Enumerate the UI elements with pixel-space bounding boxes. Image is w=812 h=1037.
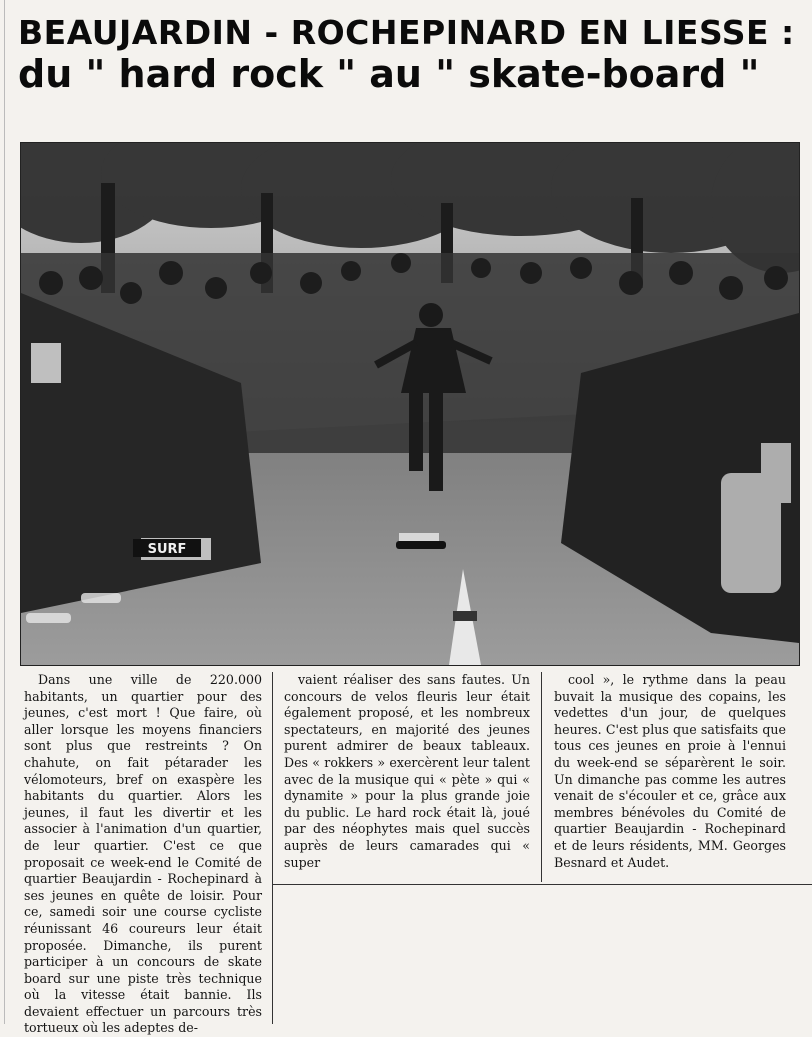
photo-sign-text: SURF <box>147 542 187 557</box>
article-column-1 <box>24 672 262 1037</box>
column-2-text: vaient réaliser des sans fautes. Un concours de velos fleuris leur était également proposé, et les nombreux spectateurs, en majorité des jeunes purent admirer de beaux tableaux. Des « rokkers » exercèrent leur talent avec de la musique qui « pète » qui « dynamite » pour la plus grande joie du public. Le hard rock était là, joué par des néophytes mais quel succès auprès de leurs camarades qui « super <box>284 672 530 870</box>
page-edge <box>4 0 5 1024</box>
column-divider-2 <box>541 672 542 882</box>
headline-line-2: du " hard rock " au " skate-board " <box>18 51 760 96</box>
bottom-rule <box>272 884 812 885</box>
column-1-text: Dans une ville de 220.000 habitants, un quartier pour des jeunes, c'est mort ! Que faire, où aller lorsque les moyens financiers sont plus que restreints ? On chahute, on fait pétarader les vélomoteurs, bref on exaspère les habitants du quartier. Alors les jeunes, il faut les divertir et les associer à l'animation d'un quartier, de leur quartier. C'est ce que proposait ce week-end le Comité de quartier Beaujardin - Rochepinard à ses jeunes en quête de loisir. Pour ce, samedi soir une course cycliste réunissant 46 coureurs leur était proposée. Dimanche, ils purent participer à un concours de skate board sur une piste très technique où la vitesse était bannie. Ils devaient effectuer un parcours très tortueux où les adeptes de- <box>24 672 262 1036</box>
article-photo <box>20 142 800 666</box>
article-column-2 <box>284 672 530 871</box>
column-3-text: cool », le rythme dans la peau buvait la musique des copains, les vedettes d'un jour, de quelques heures. C'est plus que satisfaits que tous ces jeunes en proie à l'ennui du week-end se séparèrent le soir. Un dimanche pas comme les autres venait de s'écouler et ce, grâce aux membres bénévoles du Comité de quartier Beaujardin - Rochepinard et de leurs résidents, MM. Georges Besnard et Audet. <box>554 672 786 870</box>
headline <box>18 13 798 96</box>
article-column-3 <box>554 672 786 871</box>
column-divider-1 <box>272 672 273 1024</box>
headline-line-1: BEAUJARDIN - ROCHEPINARD EN LIESSE : <box>18 13 795 52</box>
